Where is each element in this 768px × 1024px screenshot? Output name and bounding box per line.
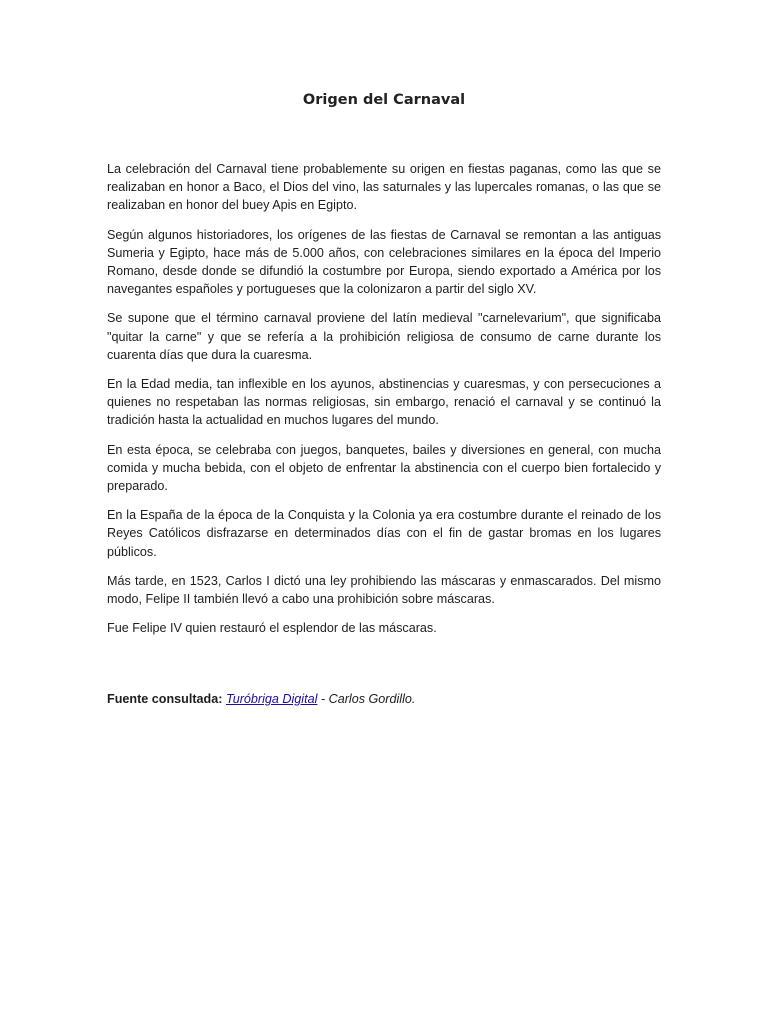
- paragraph: Fue Felipe IV quien restauró el esplendor de las máscaras.: [107, 621, 437, 636]
- source-label: Fuente consultada:: [107, 692, 223, 706]
- paragraph: Se supone que el término carnaval proviene del latín medieval "carnelevarium", que significaba "quitar la carne" y que se refería a la prohibición religiosa de consumo de carne durante los cuarenta días que dura la cuaresma.: [107, 311, 661, 362]
- paragraph: Más tarde, en 1523, Carlos I dictó una ley prohibiendo las máscaras y enmascarados. Del mismo modo, Felipe II también llevó a cabo una prohibición sobre máscaras.: [107, 573, 661, 607]
- paragraph: La celebración del Carnaval tiene probablemente su origen en fiestas paganas, como las que se realizaban en honor a Baco, el Dios del vino, las saturnales y las lupercales romanas, o las que se realizaban en honor del buey Apis en Egipto.: [107, 162, 661, 213]
- paragraph: En la España de la época de la Conquista y la Colonia ya era costumbre durante el reinado de los Reyes Católicos disfrazarse en determinados días con el fin de gastar bromas en los lugares públicos.: [107, 508, 661, 559]
- source-link[interactable]: Turóbriga Digital: [225, 692, 318, 706]
- source-citation: [107, 690, 661, 708]
- paragraph: En la Edad media, tan inflexible en los ayunos, abstinencias y cuaresmas, y con persecuciones a quienes no respetaban las normas religiosas, sin embargo, renació el carnaval y se continuó la tradición hasta la actualidad en muchos lugares del mundo.: [107, 377, 661, 428]
- page-title: Origen del Carnaval: [302, 92, 466, 108]
- paragraph: En esta época, se celebraba con juegos, banquetes, bailes y diversiones en general, con mucha comida y mucha bebida, con el objeto de enfrentar la abstinencia con el cuerpo bien fortalecido y preparado.: [107, 442, 661, 494]
- source-author: - Carlos Gordillo.: [317, 692, 416, 706]
- paragraph: Según algunos historiadores, los orígenes de las fiestas de Carnaval se remontan a las antiguas Sumeria y Egipto, hace más de 5.000 años, con celebraciones similares en la época del Imperio Romano, desde donde se difundió la costumbre por Europa, siendo exportado a América por los navegantes españoles y portugueses que la colonizaron a partir del siglo XV.: [107, 227, 661, 297]
- document-body: [107, 160, 661, 648]
